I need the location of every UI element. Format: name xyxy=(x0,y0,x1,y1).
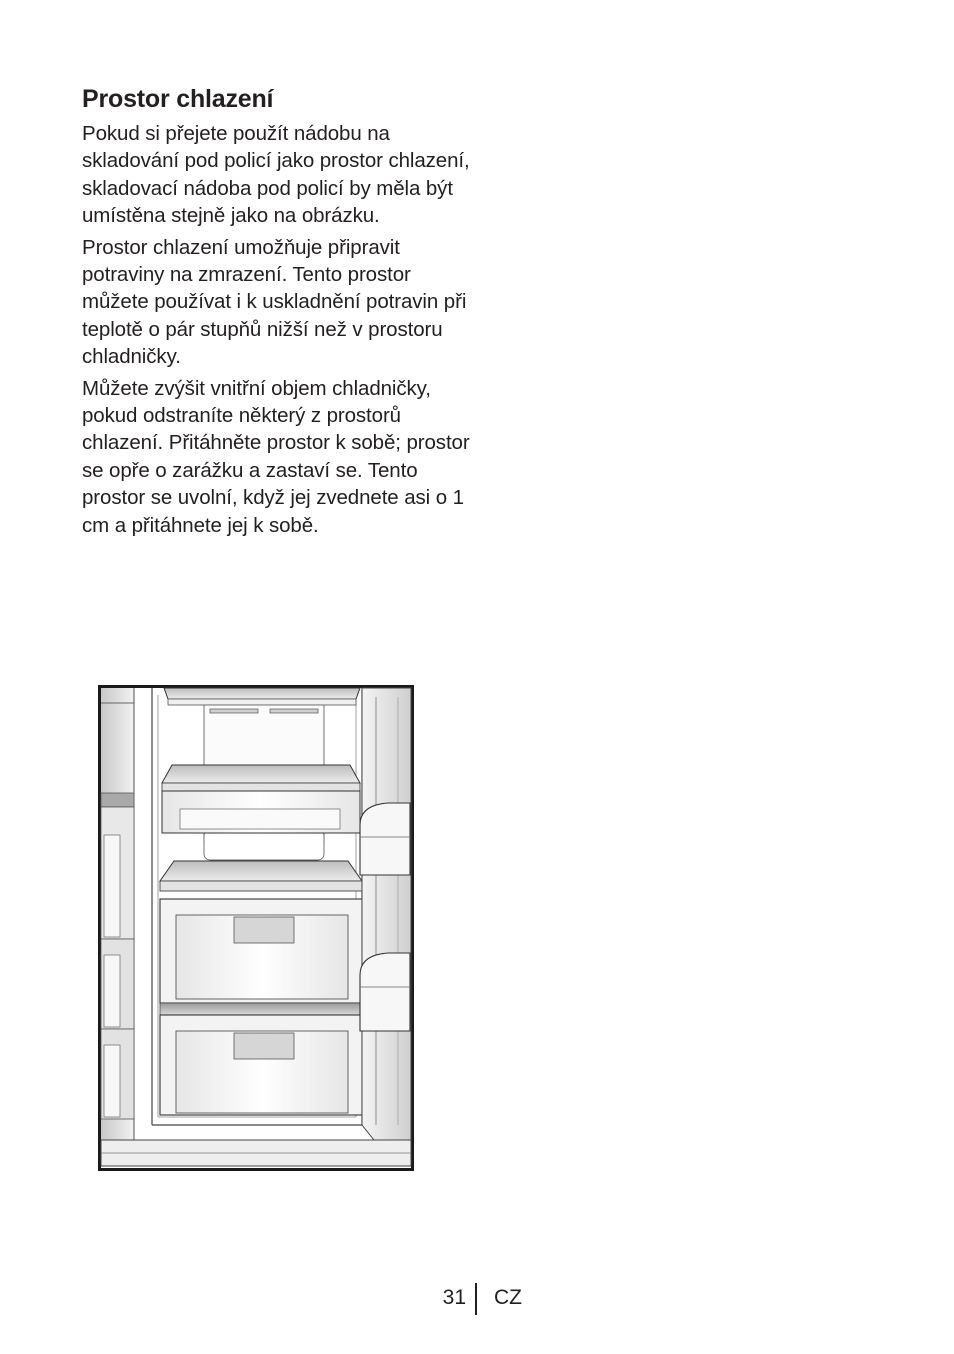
page-number: 31 xyxy=(442,1286,466,1309)
refrigerator-interior-icon xyxy=(98,685,414,1171)
language-code: CZ xyxy=(494,1286,522,1309)
page-footer xyxy=(430,1280,550,1316)
footer-divider xyxy=(475,1283,477,1315)
text-section xyxy=(82,84,472,543)
section-title: Prostor chlazení xyxy=(82,85,274,113)
refrigerator-illustration xyxy=(98,685,414,1171)
paragraph-2: Prostor chlazení umožňuje připravit potraviny na zmrazení. Tento prostor můžete používat i k uskladnění potravin při teplotě o pár stupňů nižší než v prostoru chladničky. xyxy=(82,235,467,369)
paragraph-3: Můžete zvýšit vnitřní objem chladničky, pokud odstraníte některý z prostorů chlazení. Přitáhněte prostor k sobě; prostor se opře o zarážku a zastaví se. Tento prostor se uvolní, když jej zvednete asi o 1 cm a přitáhnete jej k sobě. xyxy=(82,376,470,537)
paragraph-1: Pokud si přejete použít nádobu na skladování pod policí jako prostor chlazení, skladovací nádoba pod policí by měla být umístěna stejně jako na obrázku. xyxy=(82,122,470,228)
